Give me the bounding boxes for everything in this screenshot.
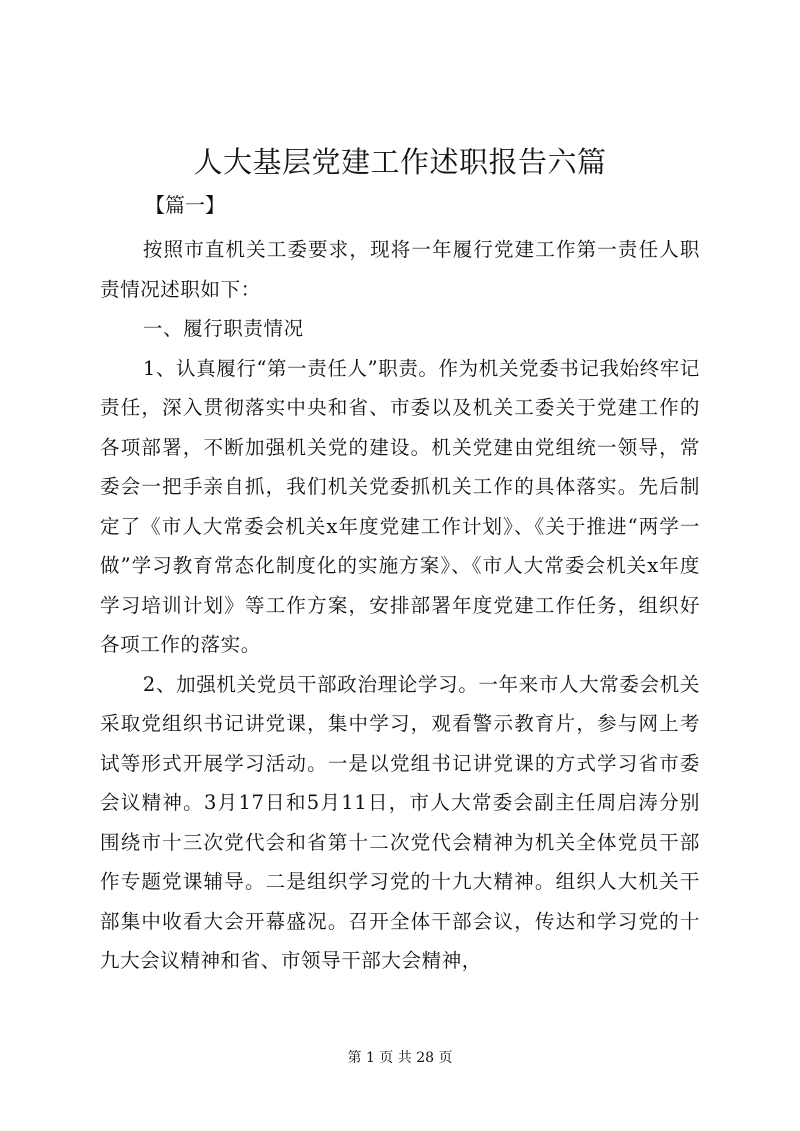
document-body [100, 230, 700, 981]
document-title: 人大基层党建工作述职报告六篇 [193, 145, 607, 179]
paragraph-item-1: 1、认真履行“第一责任人”职责。作为机关党委书记我始终牢记责任，深入贯彻落实中央和省、市委以及机关工委关于党建工作的各项部署，不断加强机关党的建设。机关党建由党组统一领导，常委会一把手亲自抓，我们机关党委抓机关工作的具体落实。先后制定了《市人大常委会机关x年度党建工作计划》、《关于推进“两学一做”学习教育常态化制度化的实施方案》、《市人大常委会机关x年度学习培训计划》等工作方案，安排部署年度党建工作任务，组织好各项工作的落实。 [100, 356, 700, 656]
paragraph-intro: 按照市直机关工委要求，现将一年履行党建工作第一责任人职责情况述职如下： [100, 238, 700, 301]
page-footer: 第 1 页 共 28 页 [347, 1050, 453, 1066]
section-label: 【篇一】 [145, 193, 225, 217]
paragraph-heading-duties: 一、履行职责情况 [142, 317, 304, 340]
paragraph-item-2: 2、加强机关党员干部政治理论学习。一年来市人大常委会机关采取党组织书记讲党课，集中学习，观看警示教育片，参与网上考试等形式开展学习活动。一是以党组书记讲党课的方式学习省市委会议精神。3月17日和5月11日，市人大常委会副主任周启涛分别围绕市十三次党代会和省第十二次党代会精神为机关全体党员干部作专题党课辅导。二是组织学习党的十九大精神。组织人大机关干部集中收看大会开幕盛况。召开全体干部会议，传达和学习党的十九大会议精神和省、市领导干部大会精神， [100, 672, 700, 972]
